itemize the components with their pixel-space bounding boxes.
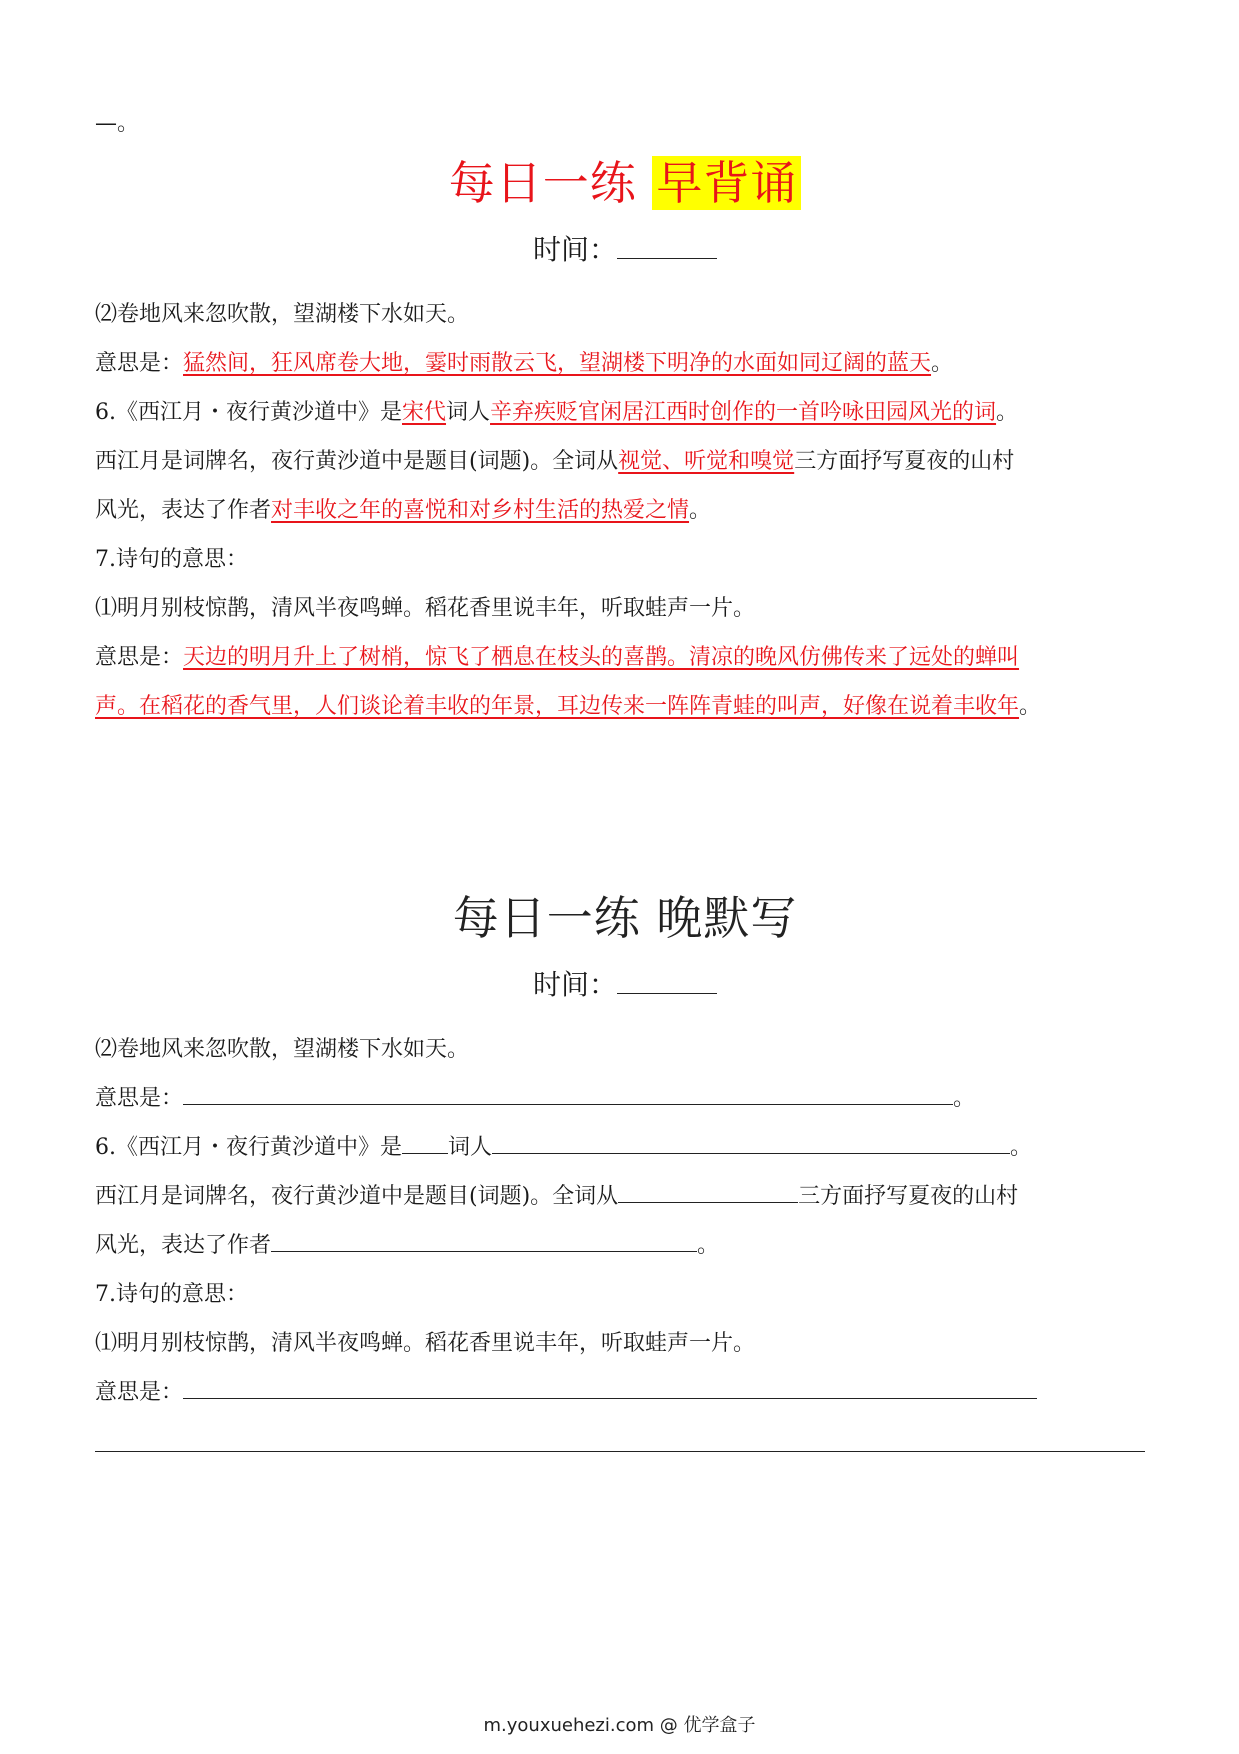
q6-senses-answer: 视觉、听觉和嗅觉 (618, 449, 795, 474)
q6-line3-prefix: 风光，表达了作者 (95, 498, 272, 523)
period: 。 (931, 351, 954, 376)
period: 。 (1010, 1135, 1033, 1160)
morning-q6-line3 (95, 486, 1155, 535)
evening-q7-line: ⑴明月别枝惊鹊，清风半夜鸣蝉。稻花香里说丰年，听取蛙声一片。 (95, 1331, 756, 1356)
q6-author-blank[interactable] (492, 1129, 1010, 1154)
q6-dynasty-answer: 宋代 (402, 400, 447, 425)
morning-title (95, 150, 1155, 216)
morning-time-blank (617, 230, 717, 259)
q6-line3-prefix: 风光，表达了作者 (95, 1233, 272, 1258)
morning-q7-title: 7.诗句的意思： (95, 547, 248, 572)
period: 。 (689, 498, 712, 523)
q7-answer-part2: 声。在稻花的香气里，人们谈论着丰收的年景，耳边传来一阵阵青蛙的叫声，好像在说着丰收年 (95, 694, 1020, 719)
evening-q5-meaning (95, 1074, 1155, 1123)
q6-mid: 词人 (446, 400, 491, 425)
previous-page-fragment: —。 (95, 111, 140, 136)
evening-title-sub: 晚默写 (656, 891, 798, 945)
q7-answer-part1: 天边的明月升上了树梢，惊飞了栖息在枝头的喜鹊。清凉的晚风仿佛传来了远处的蝉叫 (183, 645, 1020, 670)
q6-author-answer: 辛弃疾贬官闲居江西时创作的一首吟咏田园风光的词 (490, 400, 997, 425)
morning-q7-line: ⑴明月别枝惊鹊，清风半夜鸣蝉。稻花香里说丰年，听取蛙声一片。 (95, 596, 756, 621)
morning-q5-line: ⑵卷地风来忽吹散，望湖楼下水如天。 (95, 302, 470, 327)
evening-time-blank[interactable] (617, 965, 717, 994)
q6-senses-blank[interactable] (618, 1178, 798, 1203)
q6-prefix: 6.《西江月・夜行黄沙道中》是 (95, 400, 402, 425)
morning-time-label: 时间： (532, 233, 617, 266)
period: 。 (996, 400, 1019, 425)
evening-title-main: 每日一练 (452, 891, 641, 945)
evening-q7-meaning (95, 1368, 1155, 1417)
morning-title-sub: 早背诵 (652, 156, 801, 210)
evening-q6-line1 (95, 1123, 1155, 1172)
q6-line2-suffix: 三方面抒写夏夜的山村 (794, 449, 1015, 474)
q6-prefix: 6.《西江月・夜行黄沙道中》是 (95, 1135, 402, 1160)
period: 。 (953, 1086, 976, 1111)
morning-q7-meaning-1 (95, 633, 1155, 682)
period: 。 (697, 1233, 720, 1258)
evening-q5-line: ⑵卷地风来忽吹散，望湖楼下水如天。 (95, 1037, 470, 1062)
evening-meaning-label: 意思是： (95, 1086, 184, 1111)
morning-recitation-section (95, 150, 1155, 731)
evening-q6-line3 (95, 1221, 1155, 1270)
morning-q6-line1 (95, 388, 1155, 437)
evening-q7-title: 7.诗句的意思： (95, 1282, 248, 1307)
q6-mid: 词人 (448, 1135, 493, 1160)
q6-feeling-answer: 对丰收之年的喜悦和对乡村生活的热爱之情 (271, 498, 690, 523)
period: 。 (1019, 694, 1042, 719)
q6-line2-prefix: 西江月是词牌名，夜行黄沙道中是题目(词题)。全词从 (95, 1184, 619, 1209)
q6-dynasty-blank[interactable] (402, 1129, 448, 1154)
morning-q6-line2 (95, 437, 1155, 486)
q7-meaning-blank-2[interactable] (95, 1417, 1145, 1452)
footer-watermark: m.youxuehezi.com @ 优学盒子 (483, 1715, 756, 1736)
morning-q7-meaning-2 (95, 682, 1155, 731)
morning-title-main: 每日一练 (448, 156, 637, 210)
q6-line2-suffix: 三方面抒写夏夜的山村 (798, 1184, 1019, 1209)
evening-title (95, 885, 1155, 951)
evening-time-label: 时间： (532, 968, 617, 1001)
q6-line2-prefix: 西江月是词牌名，夜行黄沙道中是题目(词题)。全词从 (95, 449, 619, 474)
morning-time-row (95, 230, 1155, 270)
evening-meaning-label: 意思是： (95, 1380, 184, 1405)
morning-meaning-label: 意思是： (95, 645, 184, 670)
q5-meaning-blank[interactable] (183, 1080, 953, 1105)
q6-feeling-blank[interactable] (271, 1227, 697, 1252)
morning-q5-meaning (95, 339, 1155, 388)
evening-q6-line2 (95, 1172, 1155, 1221)
q7-meaning-blank-1[interactable] (183, 1374, 1037, 1399)
evening-time-row (95, 965, 1155, 1005)
morning-q5-answer: 猛然间，狂风席卷大地，霎时雨散云飞，望湖楼下明净的水面如同辽阔的蓝天 (183, 351, 932, 376)
evening-dictation-section (95, 885, 1155, 1452)
morning-meaning-label: 意思是： (95, 351, 184, 376)
